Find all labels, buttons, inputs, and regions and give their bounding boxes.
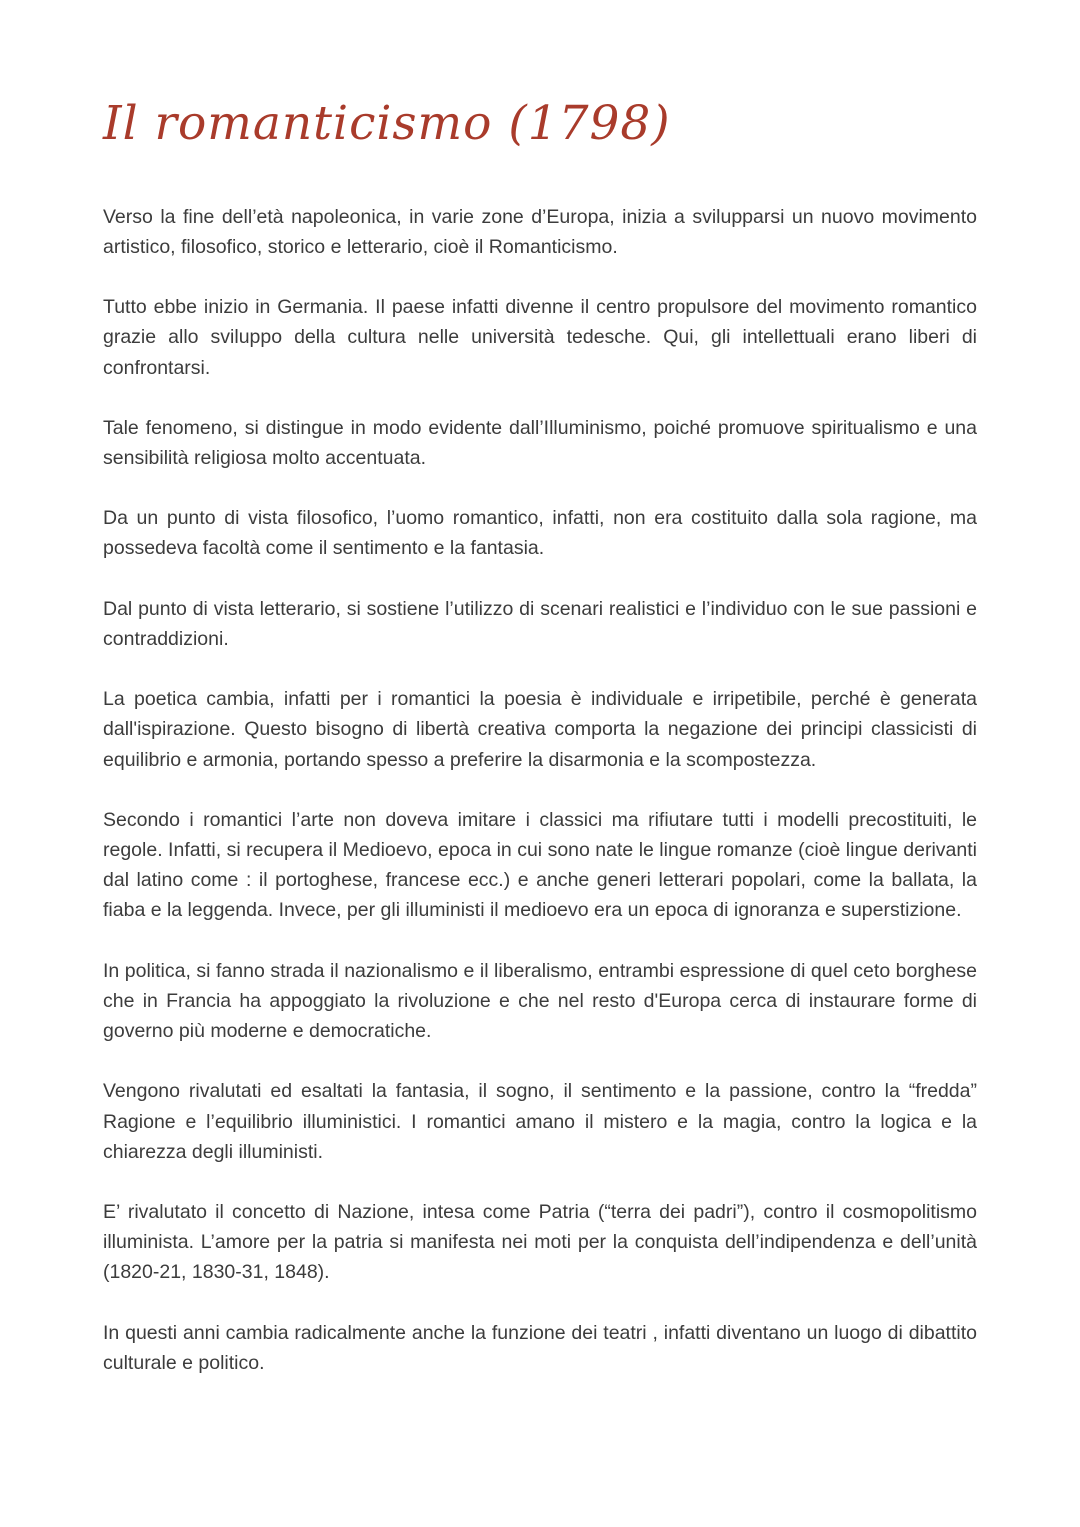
paragraph: E’ rivalutato il concetto di Nazione, intesa come Patria (“terra dei padri”), contro il cosmopolitismo illuminista. L’amore per la patria si manifesta nei moti per la conquista dell’indipendenza e dell’unità (1820-21, 1830-31, 1848).	[103, 1200, 977, 1284]
paragraph: Dal punto di vista letterario, si sostiene l’utilizzo di scenari realistici e l’individuo con le sue passioni e contraddizioni.	[103, 597, 977, 650]
paragraph: Secondo i romantici l’arte non doveva imitare i classici ma rifiutare tutti i modelli precostituiti, le regole. Infatti, si recupera il Medioevo, epoca in cui sono nate le lingue romanze (cioè lingue derivanti dal latino come : il portoghese, francese ecc.) e anche generi letterari popolari, come la ballata, la fiaba e la leggenda. Invece, per gli illuministi il medioevo era un epoca di ignoranza e superstizione.	[103, 808, 977, 922]
paragraph: In politica, si fanno strada il nazionalismo e il liberalismo, entrambi espressione di quel ceto borghese che in Francia ha appoggiato la rivoluzione e che nel resto d'Europa cerca di instaurare forme di governo più moderne e democratiche.	[103, 959, 977, 1043]
paragraph: In questi anni cambia radicalmente anche la funzione dei teatri , infatti diventano un luogo di dibattito culturale e politico.	[103, 1321, 977, 1374]
document-body	[103, 202, 977, 1378]
paragraph: Tutto ebbe inizio in Germania. Il paese infatti divenne il centro propulsore del movimento romantico grazie allo sviluppo della cultura nelle università tedesche. Qui, gli intellettuali erano liberi di confrontarsi.	[103, 296, 977, 379]
paragraph: Da un punto di vista filosofico, l’uomo romantico, infatti, non era costituito dalla sola ragione, ma possedeva facoltà come il sentimento e la fantasia.	[103, 507, 977, 560]
page-title: Il romanticismo (1798)	[103, 96, 671, 151]
paragraph: La poetica cambia, infatti per i romantici la poesia è individuale e irripetibile, perché è generata dall'ispirazione. Questo bisogno di libertà creativa comporta la negazione dei principi classicisti di equilibrio e armonia, portando spesso a preferire la disarmonia e la scompostezza.	[103, 688, 977, 771]
paragraph: Verso la fine dell’età napoleonica, in varie zone d’Europa, inizia a svilupparsi un nuovo movimento artistico, filosofico, storico e letterario, cioè il Romanticismo.	[103, 205, 977, 258]
paragraph: Vengono rivalutati ed esaltati la fantasia, il sogno, il sentimento e la passione, contro la “fredda” Ragione e l’equilibrio illuministici. I romantici amano il mistero e la magia, contro la logica e la chiarezza degli illuministi.	[103, 1080, 977, 1163]
paragraph: Tale fenomeno, si distingue in modo evidente dall’Illuminismo, poiché promuove spiritualismo e una sensibilità religiosa molto accentuata.	[103, 416, 977, 469]
